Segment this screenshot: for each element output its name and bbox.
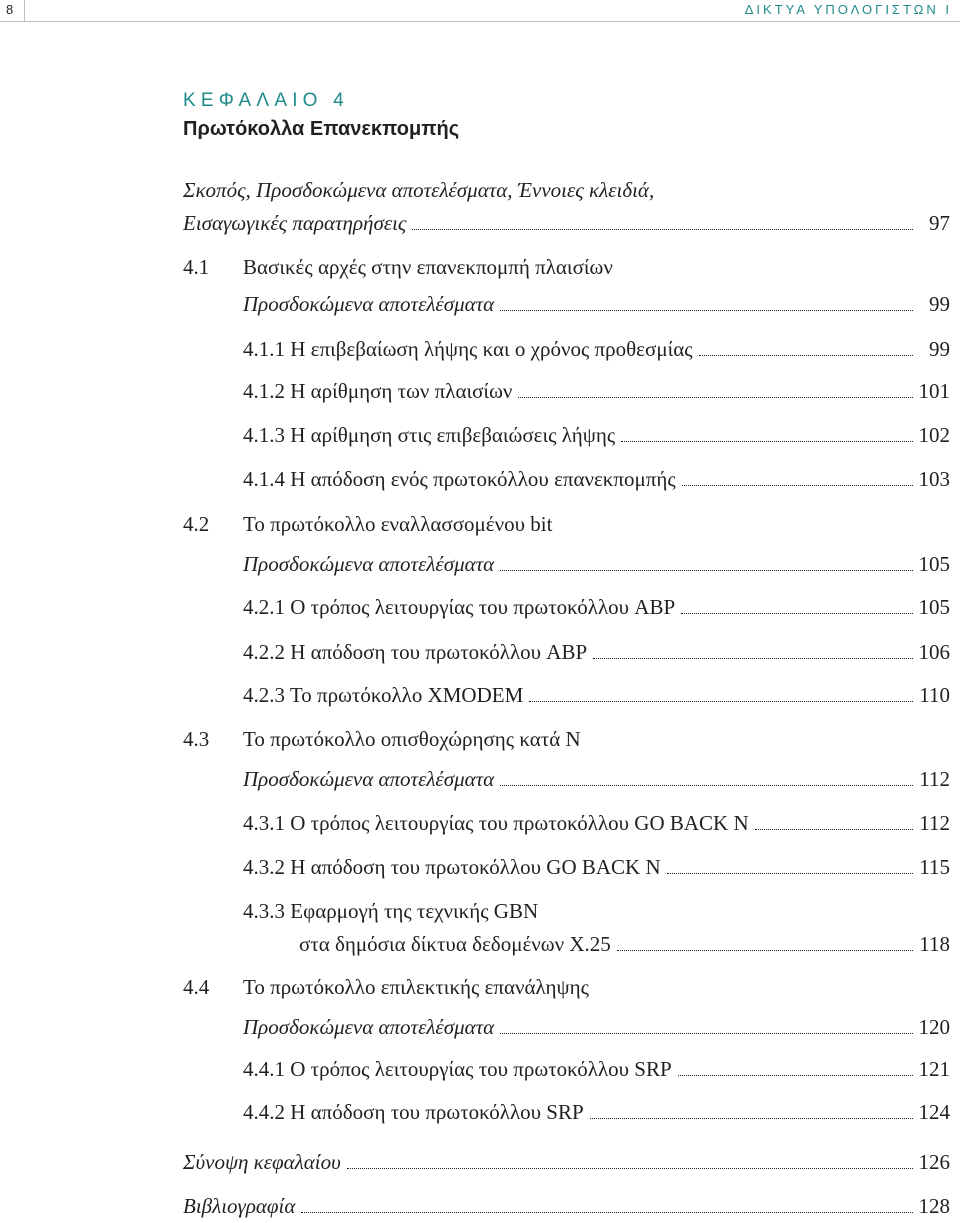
running-title: ΔΙΚΤΥΑ ΥΠΟΛΟΓΙΣΤΩΝ Ι xyxy=(744,2,952,17)
toc-entry xyxy=(0,680,960,710)
toc-page-number: 128 xyxy=(918,1194,950,1218)
dot-leader xyxy=(590,1118,913,1119)
chapter-title: Πρωτόκολλα Επανεκπομπής xyxy=(183,118,460,140)
toc-entry xyxy=(0,549,960,579)
dot-leader xyxy=(755,829,913,830)
toc-intro-line-2 xyxy=(0,208,960,238)
toc-entry xyxy=(0,852,960,882)
toc-entry-title: 4.3.2 Η απόδοση του πρωτοκόλλου GO BACK N xyxy=(243,855,661,879)
section-number: 4.2 xyxy=(183,512,210,536)
dot-leader xyxy=(500,310,913,311)
toc-page-number: 106 xyxy=(918,640,950,664)
dot-leader xyxy=(678,1075,913,1076)
toc-page-number: 105 xyxy=(918,552,950,576)
dot-leader xyxy=(682,485,913,486)
toc-page-number: 101 xyxy=(918,379,950,403)
section-number: 4.4 xyxy=(183,975,210,999)
toc-entry xyxy=(0,289,960,319)
dot-leader xyxy=(301,1212,913,1213)
toc-summary xyxy=(0,1147,960,1177)
toc-entry-title: 4.2.3 Το πρωτόκολλο XMODEM xyxy=(243,683,524,707)
toc-entry xyxy=(0,1054,960,1084)
toc-entry-title: Προσδοκώμενα αποτελέσματα xyxy=(243,292,495,316)
toc-entry-title: 4.3.3 Εφαρμογή της τεχνικής GBN xyxy=(243,899,539,923)
toc-entry-title: Σκοπός, Προσδοκώμενα αποτελέσματα, Έννοιες κλειδιά, xyxy=(183,178,655,202)
toc-entry-title: 4.1.2 Η αρίθμηση των πλαισίων xyxy=(243,379,513,403)
dot-leader xyxy=(617,950,913,951)
toc-page-number: 105 xyxy=(918,595,950,619)
toc-section-4-2 xyxy=(0,509,960,539)
toc-entry-title: 4.1.4 Η απόδοση ενός πρωτοκόλλου επανεκπομπής xyxy=(243,467,676,491)
toc-entry xyxy=(0,808,960,838)
toc-entry-title: Προσδοκώμενα αποτελέσματα xyxy=(243,767,495,791)
dot-leader xyxy=(593,658,913,659)
toc-entry xyxy=(0,592,960,622)
dot-leader xyxy=(347,1168,913,1169)
toc-entry-title: Εισαγωγικές παρατηρήσεις xyxy=(183,211,407,235)
toc-page-number: 118 xyxy=(919,932,950,956)
toc-section-4-3 xyxy=(0,724,960,754)
toc-entry xyxy=(0,1012,960,1042)
toc-section-4-1 xyxy=(0,252,960,282)
toc-entry-title: 4.2.1 Ο τρόπος λειτουργίας του πρωτοκόλλου ABP xyxy=(243,595,676,619)
toc-bibliography xyxy=(0,1191,960,1221)
toc-section-4-4 xyxy=(0,972,960,1002)
page-header xyxy=(0,0,960,22)
toc-entry xyxy=(0,334,960,364)
toc-page-number: 124 xyxy=(918,1100,950,1124)
dot-leader xyxy=(500,1033,913,1034)
toc-page-number: 97 xyxy=(929,211,950,235)
dot-leader xyxy=(518,397,913,398)
dot-leader xyxy=(681,613,913,614)
chapter-label: ΚΕΦΑΛΑΙΟ 4 xyxy=(183,90,349,111)
toc-page-number: 103 xyxy=(918,467,950,491)
toc-page-number: 110 xyxy=(919,683,950,707)
toc-entry-title: Το πρωτόκολλο επιλεκτικής επανάληψης xyxy=(243,975,589,999)
dot-leader xyxy=(500,570,913,571)
toc-entry xyxy=(0,1097,960,1127)
toc-entry xyxy=(0,896,960,926)
toc-entry-title: Το πρωτόκολλο εναλλασσομένου bit xyxy=(243,512,553,536)
toc-entry-title: Προσδοκώμενα αποτελέσματα xyxy=(243,552,495,576)
toc-page-number: 99 xyxy=(929,292,950,316)
section-number: 4.3 xyxy=(183,727,210,751)
toc-intro-line-1 xyxy=(0,175,960,205)
toc-entry-title: Βιβλιογραφία xyxy=(183,1194,296,1218)
toc-entry-title: 4.4.2 Η απόδοση του πρωτοκόλλου SRP xyxy=(243,1100,584,1124)
toc-entry-title: 4.3.1 Ο τρόπος λειτουργίας του πρωτοκόλλου GO BACK N xyxy=(243,811,749,835)
toc-entry xyxy=(0,376,960,406)
toc-entry-title: 4.1.3 Η αρίθμηση στις επιβεβαιώσεις λήψης xyxy=(243,423,616,447)
toc-page-number: 126 xyxy=(918,1150,950,1174)
toc-entry-title: Σύνοψη κεφαλαίου xyxy=(183,1150,341,1174)
section-number: 4.1 xyxy=(183,255,210,279)
toc-page-number: 121 xyxy=(918,1057,950,1081)
toc-entry xyxy=(0,764,960,794)
toc-entry xyxy=(0,637,960,667)
page-number: 8 xyxy=(6,2,14,17)
toc-page-number: 102 xyxy=(918,423,950,447)
toc-entry xyxy=(0,929,960,959)
toc-entry xyxy=(0,464,960,494)
toc-page-number: 99 xyxy=(929,337,950,361)
toc-entry-title: Βασικές αρχές στην επανεκπομπή πλαισίων xyxy=(243,255,613,279)
toc-page-number: 112 xyxy=(919,811,950,835)
toc-page-number: 112 xyxy=(919,767,950,791)
toc-entry-title: 4.4.1 Ο τρόπος λειτουργίας του πρωτοκόλλου SRP xyxy=(243,1057,672,1081)
toc-page-number: 120 xyxy=(918,1015,950,1039)
dot-leader xyxy=(529,701,913,702)
toc-entry xyxy=(0,420,960,450)
toc-page-number: 115 xyxy=(919,855,950,879)
dot-leader xyxy=(412,229,913,230)
toc-entry-title: Το πρωτόκολλο οπισθοχώρησης κατά Ν xyxy=(243,727,581,751)
dot-leader xyxy=(667,873,913,874)
toc-entry-title: 4.2.2 Η απόδοση του πρωτοκόλλου ABP xyxy=(243,640,588,664)
toc-entry-title: 4.1.1 Η επιβεβαίωση λήψης και ο χρόνος προθεσμίας xyxy=(243,337,693,361)
dot-leader xyxy=(621,441,913,442)
toc-entry-title: στα δημόσια δίκτυα δεδομένων X.25 xyxy=(299,932,611,956)
toc-entry-title: Προσδοκώμενα αποτελέσματα xyxy=(243,1015,495,1039)
header-divider xyxy=(24,0,25,22)
dot-leader xyxy=(500,785,913,786)
dot-leader xyxy=(699,355,913,356)
